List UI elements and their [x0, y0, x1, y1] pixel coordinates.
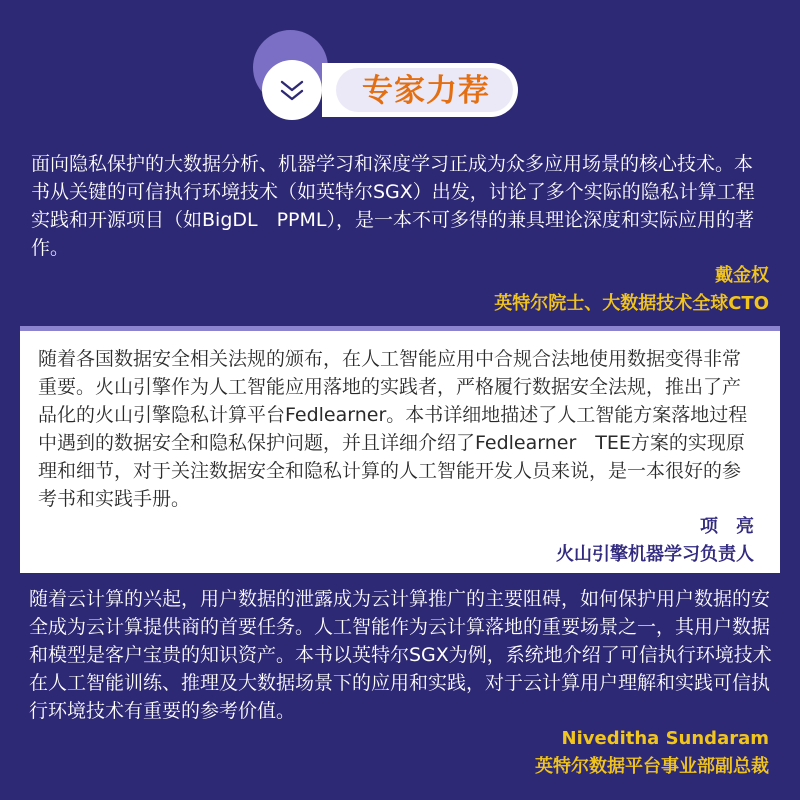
recommender-role: 火山引擎机器学习负责人	[556, 544, 754, 565]
recommender-name: 戴金权	[715, 265, 769, 286]
recommendation-text: 随着云计算的兴起，用户数据的泄露成为云计算推广的主要阻碍，如何保护用户数据的安全成为云计算提供商的首要任务。人工智能作为云计算落地的重要场景之一，其用户数据和模型是客户宝贵的知识资产。本书以英特尔SGX为例，系统地介绍了可信执行环境技术在人工智能训练、推理及大数据场景下的应用和实践，对于云计算用户理解和实践可信执行环境技术有重要的参考价值。	[29, 588, 772, 722]
recommendation-2	[20, 326, 780, 573]
recommender-role: 英特尔数据平台事业部副总裁	[535, 756, 769, 777]
recommender-name: Niveditha Sundaram	[561, 728, 769, 749]
header-icon-badge	[262, 60, 322, 120]
recommender-name: 项 亮	[700, 516, 754, 537]
section-header	[0, 0, 800, 140]
recommender-role: 英特尔院士、大数据技术全球CTO	[494, 293, 769, 314]
recommendation-3	[0, 585, 800, 800]
recommendation-text: 面向隐私保护的大数据分析、机器学习和深度学习正成为众多应用场景的核心技术。本书从关键的可信执行环境技术（如英特尔SGX）出发，讨论了多个实际的隐私计算工程实践和开源项目（如BigDL PPML），是一本不可多得的兼具理论深度和实际应用的著作。	[31, 153, 755, 259]
recommendation-text: 随着各国数据安全相关法规的颁布，在人工智能应用中合规合法地使用数据变得非常重要。火山引擎作为人工智能应用落地的实践者，严格履行数据安全法规，推出了产品化的火山引擎隐私计算平台Fedlearner。本书详细地描述了人工智能方案落地过程中遇到的数据安全和隐私保护问题，并且详细介绍了Fedlearner TEE方案的实现原理和细节，对于关注数据安全和隐私计算的人工智能开发人员来说，是一本很好的参考书和实践手册。	[38, 348, 748, 510]
recommendation-1	[0, 150, 800, 320]
chevron-double-down-icon	[279, 79, 305, 103]
page-title: 专家力荐	[362, 73, 490, 109]
